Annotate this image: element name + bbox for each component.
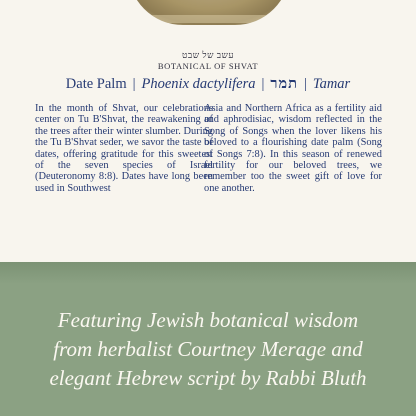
hebrew-name: תמר [270,76,298,92]
botanical-illustration [128,0,290,25]
body-text-left: In the month of Shvat, our celebrations center on Tu B'Shvat, the reawakening of the trees after their winter slumber. During the Tu B'Shvat seder, we savor the taste of dates, offering gratitude for this sweetest of the seven species of Israel (Deuteronomy 8:8). Dates have long been used in Southwest [35,103,213,194]
promo-text [0,306,416,393]
separator: | [261,76,265,92]
separator: | [303,76,307,92]
card-subtitle: BOTANICAL OF SHVAT [157,61,259,71]
transliteration: Tamar [312,76,351,92]
common-name: Date Palm [65,76,127,92]
promo-line: Featuring Jewish botanical wisdom [57,308,359,332]
promo-line: from herbalist Courtney Merage and [53,337,363,361]
plant-headline [0,76,416,93]
scientific-name: Phoenix dactylifera [141,76,256,92]
hebrew-title: עשב של שבט [181,50,235,60]
body-text-right: Asia and Northern Africa as a fertility aid and aphrodisiac, wisdom reflected in the Song of Songs when the lover likens his beloved to a flourishing date palm (Song of Songs 7:8). In this season of renewed fertility for our beloved trees, we remember too the sweet gift of love for one another. [204,103,382,194]
promo-line: elegant Hebrew script by Rabbi Bluth [49,366,367,390]
separator: | [132,76,136,92]
